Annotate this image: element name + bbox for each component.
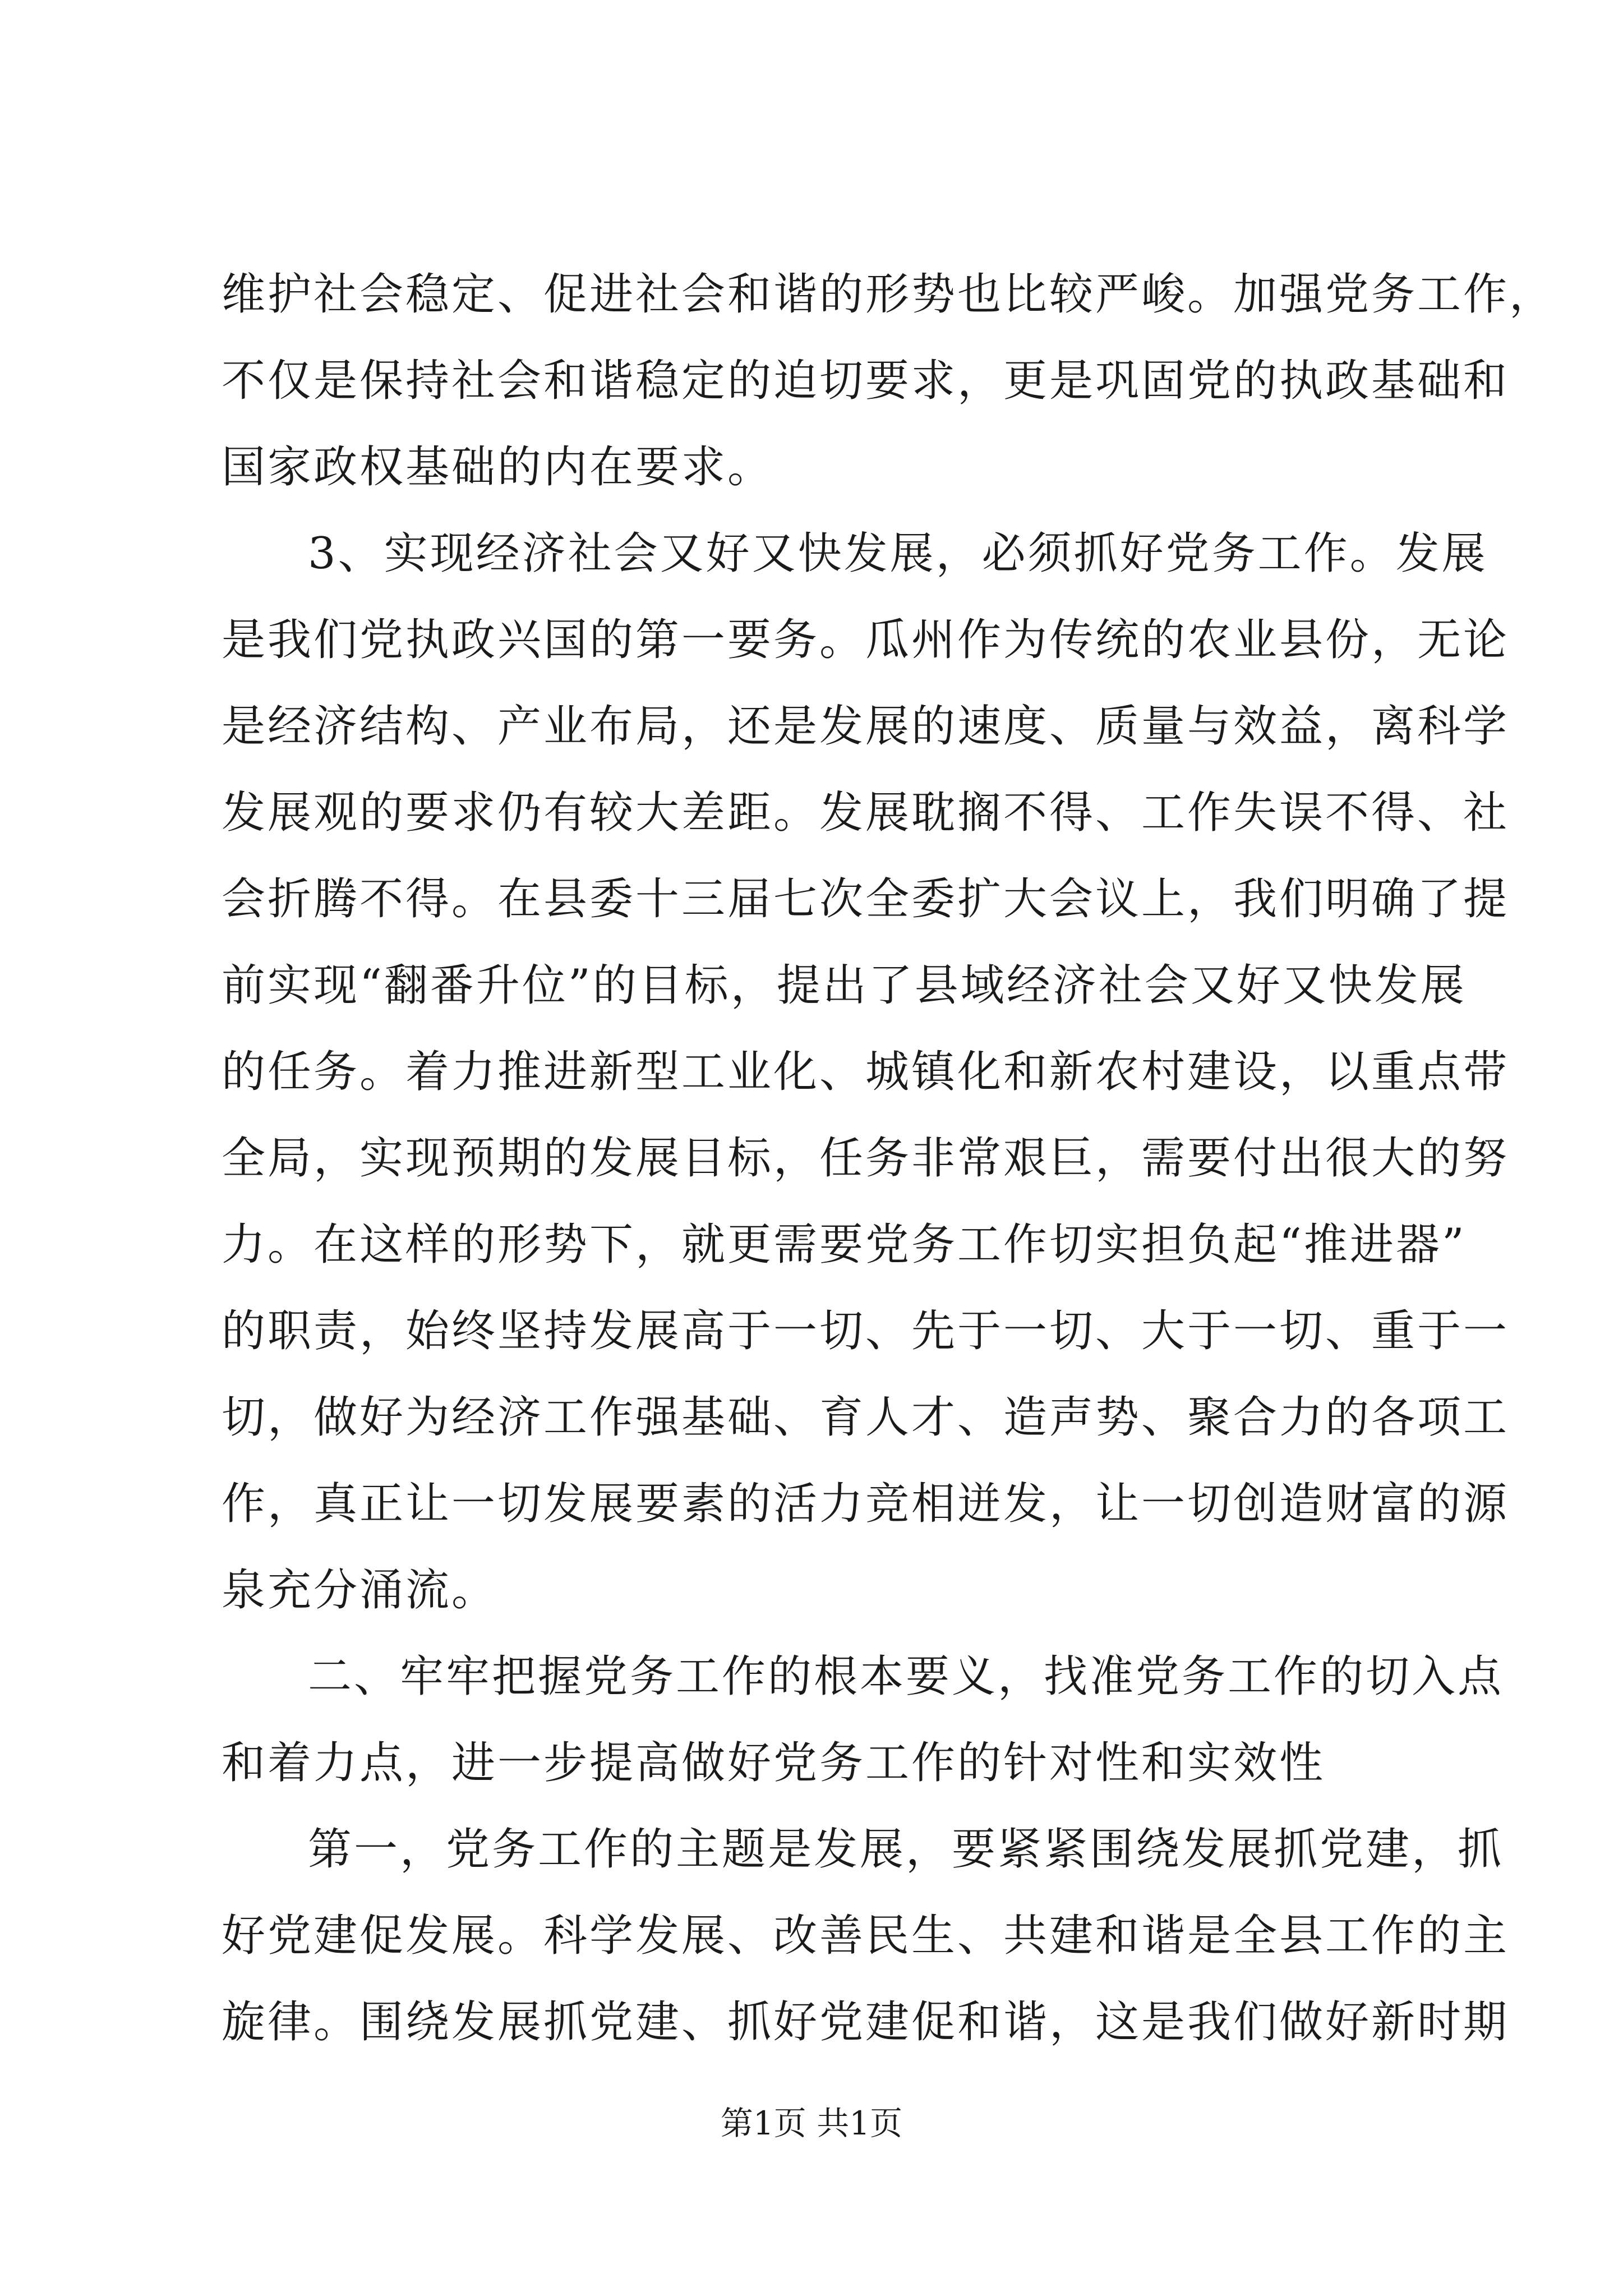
page-number: 第1页 共1页	[720, 2104, 903, 2142]
text-line: 作，真正让一切发展要素的活力竞相迸发，让一切创造财富的源	[222, 1479, 1510, 1529]
section-heading-line: 和着力点，进一步提高做好党务工作的针对性和实效性	[222, 1738, 1326, 1788]
text-line: 全局，实现预期的发展目标，任务非常艰巨，需要付出很大的努	[222, 1133, 1510, 1184]
document-body	[222, 251, 1556, 2065]
text-line: 维护社会稳定、促进社会和谐的形势也比较严峻。加强党务工作，	[222, 269, 1556, 320]
text-line: 会折腾不得。在县委十三届七次全委扩大会议上，我们明确了提	[222, 874, 1510, 924]
text-line: 是我们党执政兴国的第一要务。瓜州作为传统的农业县份，无论	[222, 615, 1510, 665]
text-line: 国家政权基础的内在要求。	[222, 442, 774, 493]
text-line: 不仅是保持社会和谐稳定的迫切要求，更是巩固党的执政基础和	[222, 356, 1510, 406]
text-line: 好党建促发展。科学发展、改善民生、共建和谐是全县工作的主	[222, 1911, 1510, 1961]
text-line: 旋律。围绕发展抓党建、抓好党建促和谐，这是我们做好新时期	[222, 1997, 1510, 2047]
text-line: 前实现“翻番升位”的目标，提出了县域经济社会又好又快发展	[222, 960, 1467, 1011]
text-line: 的职责，始终坚持发展高于一切、先于一切、大于一切、重于一	[222, 1306, 1510, 1356]
text-line: 切，做好为经济工作强基础、育人才、造声势、聚合力的各项工	[222, 1392, 1510, 1443]
text-line: 发展观的要求仍有较大差距。发展耽搁不得、工作失误不得、社	[222, 788, 1510, 838]
paragraph-start-line: 第一，党务工作的主题是发展，要紧紧围绕发展抓党建，抓	[308, 1824, 1504, 1875]
paragraph-start-line: 3、实现经济社会又好又快发展，必须抓好党务工作。发展	[308, 528, 1488, 579]
page-footer	[0, 2101, 1623, 2146]
text-line: 泉充分涌流。	[222, 1565, 498, 1616]
section-heading-line: 二、牢牢把握党务工作的根本要义，找准党务工作的切入点	[308, 1651, 1504, 1702]
text-line: 的任务。着力推进新型工业化、城镇化和新农村建设，以重点带	[222, 1047, 1510, 1097]
text-line: 是经济结构、产业布局，还是发展的速度、质量与效益，离科学	[222, 701, 1510, 752]
text-line: 力。在这样的形势下，就更需要党务工作切实担负起“推进器”	[222, 1220, 1467, 1270]
